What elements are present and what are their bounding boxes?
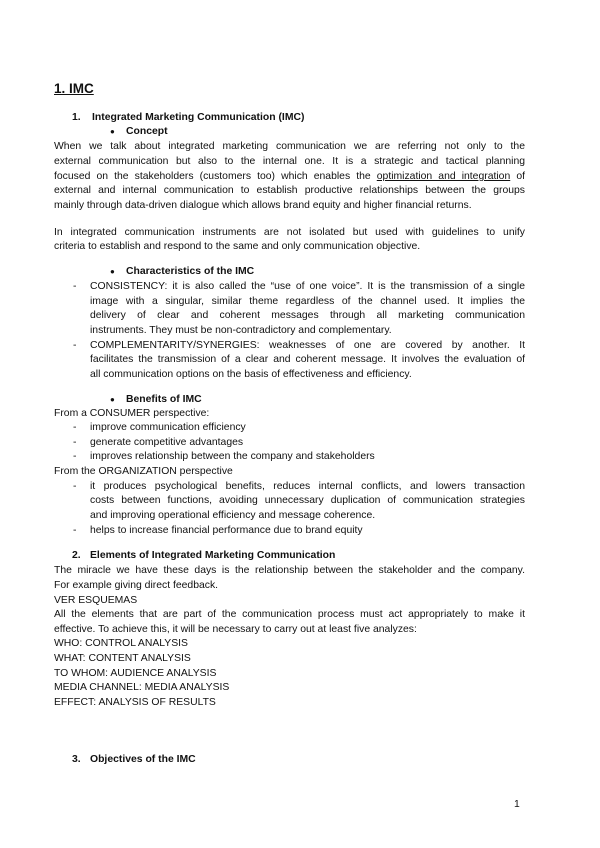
list-line: improves relationship between the company and stakeholders [90,451,375,462]
section-3-heading: Objectives of the IMC [90,754,196,765]
list-line: improve communication efficiency [90,422,246,433]
paragraph-line: When we talk about integrated marketing communication we are referring not only to the [54,141,525,152]
paragraph-line: external and internal communication to establish productive relationships between the groups [54,185,525,196]
dash-marker: - [73,422,77,433]
page-title: 1. IMC [54,81,94,96]
underlined-text: optimization and integration [376,171,511,182]
dash-marker: - [73,451,77,462]
dash-marker: - [73,481,77,492]
list-line: and improving operational efficiency and message coherence. [90,510,376,521]
paragraph-text: of [510,171,525,182]
paragraph-line: The miracle we have these days is the relationship between the stakeholder and the company. [54,565,525,576]
list-line: facilitates the transmission of a clear and coherent message. It involves the evaluation of [90,354,525,365]
analysis-line: WHAT: CONTENT ANALYSIS [54,653,191,664]
benefits-heading: Benefits of IMC [126,394,202,405]
bullet-icon: ● [110,395,115,404]
list-line: helps to increase financial performance due to brand equity [90,525,363,536]
paragraph-line: external communication but also to the internal one. It is a strategic and tactical planning [54,156,525,167]
consumer-label: From a CONSUMER perspective: [54,408,210,419]
page-number: 1 [514,799,520,810]
paragraph-line: criteria to establish and respond to the same and only communication objective. [54,241,421,252]
paragraph-line: For example giving direct feedback. [54,580,219,591]
dash-marker: - [73,281,77,292]
list-line: image with a singular, similar theme regardless of the channel used. It implies the [90,296,525,307]
paragraph-line [54,170,525,185]
dash-marker: - [73,437,77,448]
organization-label: From the ORGANIZATION perspective [54,466,233,477]
analysis-line: MEDIA CHANNEL: MEDIA ANALYSIS [54,682,230,693]
list-line: COMPLEMENTARITY/SYNERGIES: weaknesses of one are covered by another. It [90,340,525,351]
list-line: delivery of clear and coherent messages through all marketing communication [90,310,525,321]
paragraph-line: effective. To achieve this, it will be necessary to carry out at least five analyzes: [54,624,417,635]
list-line: costs between functions, avoiding unnecessary duplication of communication strategies [90,495,525,506]
section-1-number: 1. [72,112,81,123]
section-1-heading: Integrated Marketing Communication (IMC) [92,112,305,123]
analysis-line: TO WHOM: AUDIENCE ANALYSIS [54,668,217,679]
list-line: it produces psychological benefits, reduces internal conflicts, and lowers transaction [90,481,525,492]
analysis-line: EFFECT: ANALYSIS OF RESULTS [54,697,216,708]
list-line: instruments. They must be non-contradictory and complementary. [90,325,392,336]
list-line: all communication options on the basis of effectiveness and efficiency. [90,369,412,380]
dash-marker: - [73,525,77,536]
paragraph-line: VER ESQUEMAS [54,595,138,606]
dash-marker: - [73,340,77,351]
section-2-heading: Elements of Integrated Marketing Communication [90,550,336,561]
paragraph-text: focused on the stakeholders (customers too) which enables the [54,171,377,182]
list-line: generate competitive advantages [90,437,244,448]
list-line: CONSISTENCY: it is also called the “use of one voice”. It is the transmission of a single [90,281,525,292]
concept-heading: Concept [126,126,168,137]
paragraph-line: In integrated communication instruments are not isolated but used with guidelines to unify [54,227,525,238]
section-2-number: 2. [72,550,81,561]
bullet-icon: ● [110,127,115,136]
characteristics-heading: Characteristics of the IMC [126,266,255,277]
analysis-line: WHO: CONTROL ANALYSIS [54,638,188,649]
paragraph-line: All the elements that are part of the communication process must act appropriately to make it [54,609,525,620]
bullet-icon: ● [110,267,115,276]
section-3-number: 3. [72,754,81,765]
paragraph-line: mainly through data-driven dialogue which allows brand equity and higher financial returns. [54,200,472,211]
